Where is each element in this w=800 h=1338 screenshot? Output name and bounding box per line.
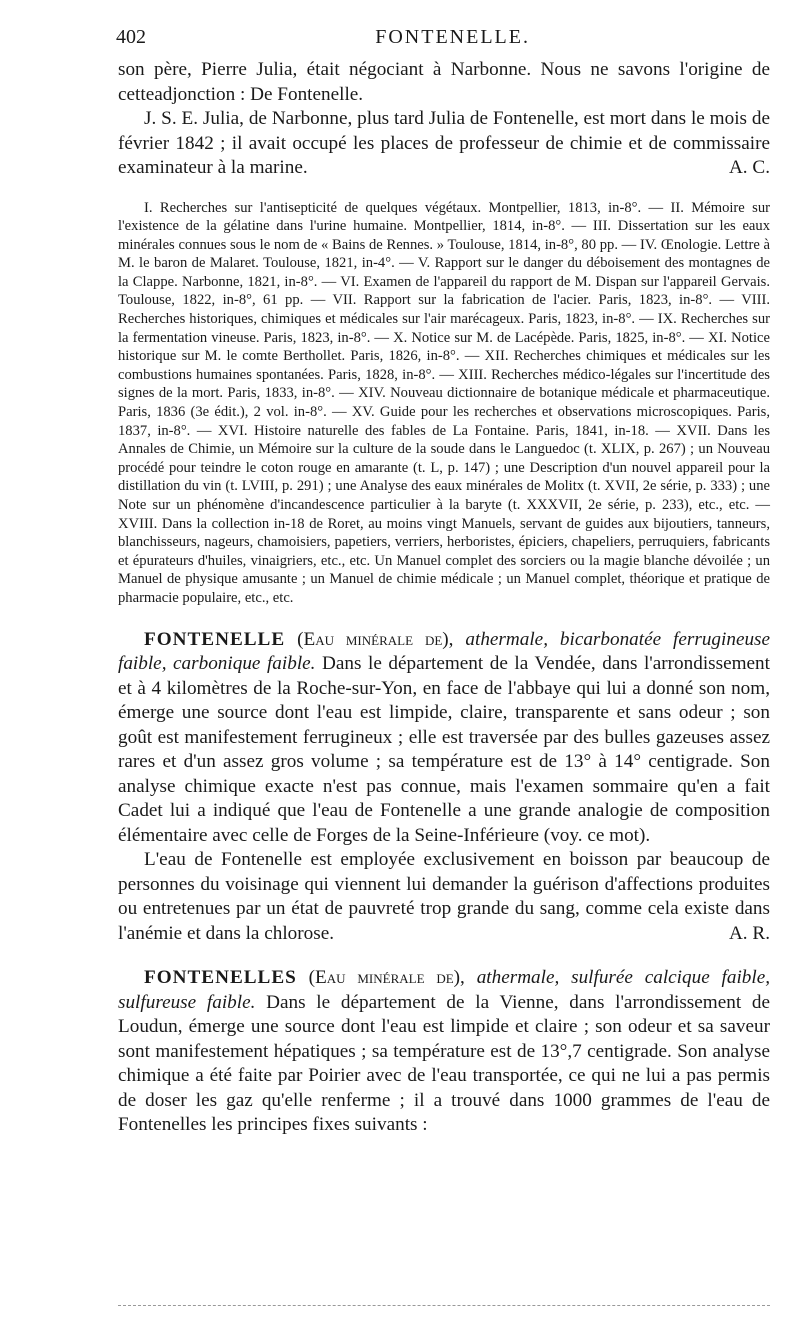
footer-rule [118,1305,770,1306]
signature-ac: A. C. [728,157,770,178]
entry-subtitle: (Eau minérale de), [297,628,454,650]
page [118,26,770,1138]
signature-ar: A. R. [728,922,770,944]
entry-qualifiers: athermale, sulfurée calcique faible, sulfureuse faible. [118,967,771,1013]
entry-subtitle: (Eau minérale de), [308,967,465,989]
entry-fontenelles-text [118,966,770,1138]
page-header [118,26,770,58]
entry-title: FONTENELLE [144,628,286,650]
entry-fontenelle-text [118,628,770,849]
entry-fontenelle-usage [118,848,770,946]
entry-body: Dans le département de la Vienne, dans l'arrondissement de Loudun, émerge une source dont l'eau est limpide et claire ; son odeur et sa saveur sont manifestement hépatiques ; sa température est de 13°,7 centigrade. Son analyse chimique a été faite par Poirier avec de l'eau transportée, ce qui ne lui a pas permis de doser les gaz qu'elle renferme ; il a trouvé dans 1000 grammes de l'eau de Fontenelles les principes fixes suivants : [118,991,770,1136]
entry-fontenelle [118,628,770,947]
continuation-paragraph: son père, Pierre Julia, était négociant à Narbonne. Nous ne savons l'origine de cetteadjonction : De Fontenelle. [118,59,770,105]
entry-usage-text: L'eau de Fontenelle est employée exclusivement en boisson par beaucoup de personnes du voisinage qui viennent lui demander la guérison d'affections produites ou entretenues par un état de pauvreté trop grande du sang, comme cela existe dans l'anémie et dans la chlorose. [118,849,770,944]
entry-qualifiers: athermale, bicarbonatée ferrugineuse faible, carbonique faible. [118,628,771,675]
entry-body: Dans le département de la Vendée, dans l'arrondissement et à 4 kilomètres de la Roche-sur-Yon, en face de l'abbaye qui lui a donné son nom, émerge une source dont l'eau est limpide, claire, transparente et sans odeur ; son goût est manifestement ferrugineux ; elle est traversée par des bulles gazeuses assez rares et d'un assez gros volume ; sa température est de 13° à 14° centigrade. Son analyse chimique exacte n'est pas connue, mais l'examen sommaire qu'en a fait Cadet lui a indiqué que l'eau de Fontenelle a une grande analogie de composition élémentaire avec celle de Forges de la Seine-Inférieure (voy. ce mot). [118,653,770,846]
entry-fontenelles [118,966,770,1138]
page-number: 402 [116,26,146,48]
author-paragraph [118,107,770,181]
author-paragraph-text: J. S. E. Julia, de Narbonne, plus tard Julia de Fontenelle, est mort dans le mois de février 1842 ; il avait occupé les places de professeur de chimie et de commissaire examinateur à la marine. [118,108,770,178]
running-title: FONTENELLE. [375,26,530,48]
entry-title: FONTENELLES [144,967,297,989]
bibliography: I. Recherches sur l'antisepticité de quelques végétaux. Montpellier, 1813, in-8°. — II. Mémoire sur l'existence de la gélatine dans l'urine humaine. Montpellier, 1814, in-8°. — III. Dissertation sur les eaux minérales connues sous le nom de « Bains de Rennes. » Toulouse, 1814, in-8°, 80 pp. — IV. Œnologie. Lettre à M. le baron de Malaret. Toulouse, 1821, in-4°. — V. Rapport sur le danger du déboisement des montagnes de la Clappe. Narbonne, 1821, in-8°. — VI. Examen de l'appareil du rapport de M. Dispan sur l'appareil Gervais. Toulouse, 1822, in-8°, 61 pp. — VII. Rapport sur la fabrication de l'acier. Paris, 1823, in-8°. — VIII. Recherches historiques, chimiques et médicales sur l'air marécageux. Paris, 1823, in-8°. — IX. Recherches sur la fermentation vineuse. Paris, 1823, in-8°. — X. Notice sur M. de Lacépède. Paris, 1825, in-8°. — XI. Notice historique sur M. le comte Berthollet. Paris, 1826, in-8°. — XII. Recherches chimiques et médicales sur les combustions humaines spontanées. Paris, 1828, in-8°. — XIII. Recherches médico-légales sur l'incertitude des signes de la mort. Paris, 1833, in-8°. — XIV. Nouveau dictionnaire de botanique médicale et pharmaceutique. Paris, 1836 (3e édit.), 2 vol. in-8°. — XV. Guide pour les recherches et observations microscopiques. Paris, 1837, in-8°. — XVI. Histoire naturelle des fables de La Fontaine. Paris, 1841, in-18. — XVII. Dans les Annales de Chimie, un Mémoire sur la culture de la soude dans le Languedoc (t. XLIX, p. 267) ; un Nouveau procédé pour teindre le coton rouge en amarante (t. L, p. 147) ; une Description d'un nouvel appareil pour la distillation du vin (t. LVIII, p. 291) ; une Analyse des eaux minérales de Molitx (t. XVII, 2e série, p. 333) ; une Note sur un phénomène d'incandescence particulier à la baryte (t. XXXVII, 2e série, p. 233), etc., etc. — XVIII. Dans la collection in-18 de Roret, au moins vingt Manuels, servant de guides aux bijoutiers, tanneurs, blanchisseurs, nageurs, chamoisiers, papetiers, verriers, herboristes, épiciers, chapeliers, perruquiers, fabricants et épurateurs d'huiles, vinaigriers, etc., etc. Un Manuel complet des sorciers ou la magie blanche dévoilée ; un Manuel de physique amusante ; un Manuel de chimie médicale ; un Manuel complet, théorique et pratique de pharmacie populaire, etc., etc. [118,199,770,606]
